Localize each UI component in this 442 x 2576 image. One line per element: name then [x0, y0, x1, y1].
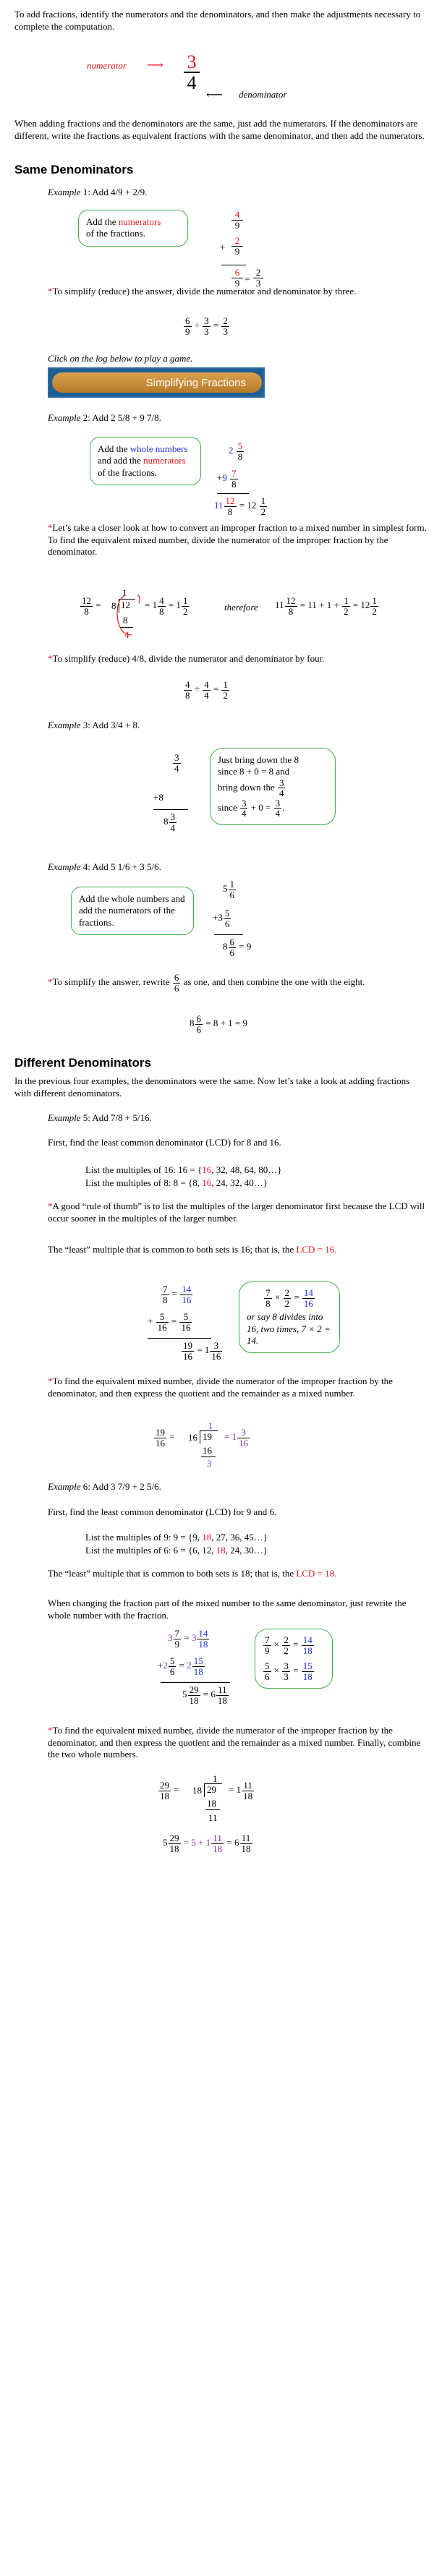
example-6-calculation: 3 $\frac{7}{9}$ = 3 $\frac{14}{18}$ +2 $\frac{5}{6}$ = 2 $\frac{15}{18}$ 5 $\frac{29}{18}$ = 6 $\frac{11}{18}$ [158, 1629, 245, 1715]
ex1-n1: 4 [234, 209, 240, 220]
page: To add fractions, identify the numerators and the denominators, and then make the adjustments necessary to complete the computation. numerator ⟶ $\frac{3}{4}$ ⟵ denominator When adding fractions and the denominators are the same, just add the numerators. If the denominators are different, write the fractions as equivalent fractions with the same denominator, and then add the numerators. Same Denominators Example 1: Add 4/9 + 2/9. Add the numerators of the fractions. 4 9 + 2 9 6 9 = 2 3 *To simplify (reduce) the answer, divide the numerator and denominator by three. $\frac{6}{9}$ ÷ $\frac{3}{3}$ = $\frac{2}{3}$ Click on the log below to play a game. Simplifying Fractions Example 2: Add 2 5/8 + 9 7/8. Add the whole numbers and add the numerators of the fractions. 2 $\frac{5}{8}$ +9 $\frac{7}{8}$ 11 $\frac{12}{8}$ = 12 $\frac{1}{2}$ *Let’s take a closer look at how to convert an improper fraction to a mixed number in simplest form. To find the equivalent mixed number, divide the numerator of the improper fraction by the denominator. $\frac{12}{8}$ = 8 1 12 8 4 = 1 $\frac{4}{8}$ = 1 $\frac{1}{2}$ therefore 11 $\frac{12}{8}$ = 11 + 1 + $\frac{1}{2}$ = 12 $\frac{1}{2}$ *To simplify (reduce) 4/8, divide the numerator and denominator by four. $\frac{4}{8}$ ÷ $\frac{4}{4}$ = $\frac{1}{2}$ Example 3: Add 3/4 + 8. $\frac{3}{4}$ +8 8 $\frac{3}{4}$ Just bring down the 8 since 8 + 0 = 8 and bring down the $\frac{3}{4}$ since $\frac{3}{4}$ + 0 = $\frac{3}{4}$ . Example 4: Add 5 1/6 + 3 5/6. Add the whole numbers and add the numerators of the fractions. 5 $\frac{1}{6}$ +3 $\frac{5}{6}$ 8 $\frac{6}{6}$ = 9 *To simplify the answer, rewrite $\frac{6}{6}$ as one, and then combine the one with the eight. 8 $\frac{6}{6}$ = 8 + 1 = 9 Different Denominators In the previous four examples, the denominators were the same. Now let’s take a look at adding fractions with different denominators. Example 5: Add 7/8 + 5/16. First, find the least common denominator (LCD) for 8 and 16. List the multiples of 16: 16 = {16, 32, 48, 64, 80…} List the multiples of 8: 8 = {8, 16, 24, 32, 40…} *A good “rule of thumb” is to list the multiples of the larger denominator first because the LCD will occur sooner in the multiples of the larger number. The “least” multiple that is common to both sets is 16; that is, the LCD = 16. $\frac{7}{8}$ = $\frac{14}{16}$ + $\frac{5}{16}$ = $\frac{5}{16}$ $\frac{19}{16}$ = 1 $\frac{3}{16}$ $\frac{7}{8}$ × $\frac{2}{2}$ = $\frac{14}{16}$ or say 8 divides into 16, two times, 7 × 2 = 14. *To find the equivalent mixed number, divide the numerator of the improper fraction by the denominator, and then express the quotient and the remainder as a mixed number. $\frac{19}{16}$ = 16 1 19 16 3 = 1 $\frac{3}{16}$ Example 6: Add 3 7/9 + 2 5/6. First, find the least common denominator (LCD) for 9 and 6. List the multiples of 9: 9 = {9, 18, 27, 36, 45…} List the multiples of 6: 6 = {6, 12, 18, 24, 30…} The “least” multiple that is common to both sets is 18; that is, the LCD = 18. When changing the fraction part of the mixed number to the same denominator, just rewrite the whole number with the fraction. 3 $\frac{7}{9}$ = 3 $\frac{14}{18}$ +2 $\frac{5}{6}$ = 2 $\frac{15}{18}$ 5 $\frac{29}{18}$ = 6 $\frac{11}{18}$ $\frac{7}{9}$ × $\frac{2}{2}$ = $\frac{14}{18}$ $\frac{5}{6}$ × $\frac{3}{3}$ = $\frac{15}{18}$ *To find the equivalent mixed number, divide the numerator of the improper fraction by the denominator, and then express the quotient and the remainder as a mixed number. Finally, combine the two whole numbers. $\frac{29}{18}$ = 18 1 29 18 11 = 1 $\frac{11}{18}$ 5 $\frac{29}{18}$ = 5 + 1 $\frac{11}{18}$ = 6 $\frac{11}{18}$ [14, 9, 427, 1854]
example-3-calculation: $\frac{3}{4}$ +8 8 $\frac{3}{4}$ [153, 747, 204, 841]
game-prompt: Click on the log below to play a game. [48, 353, 193, 364]
ex5-multiples-8: List the multiples of 8: 8 = {8, 16, 24, 32, 40…} [85, 1177, 268, 1188]
ex6-equivalent-text: *To find the equivalent mixed number, divide the numerator of the improper fraction by the denominator, and then express the quotient and the remainder as a mixed number. Finally, combine the two whole numbers. [48, 1725, 421, 1760]
remainder-arrow-icon [109, 590, 145, 641]
same-denominators-heading: Same Denominators [14, 163, 134, 176]
ex1-simplify-text: *To simplify (reduce) the answer, divide the numerator and denominator by three. [48, 286, 357, 297]
intro-denominator: 4 [187, 72, 197, 94]
game-button-label: Simplifying Fractions [145, 376, 246, 389]
ex6-division: $\frac{29}{18}$ = 18 1 29 18 11 = 1 $\frac{11}{18}$ [160, 1773, 253, 1823]
example-6-title: Example 6: Add 3 7/9 + 2 5/6. [48, 1481, 161, 1492]
ex6-multiples-6: List the multiples of 6: 6 = {6, 12, 18, 24, 30…} [85, 1545, 268, 1556]
ex5-division: $\frac{19}{16}$ = 16 1 19 16 3 = 1 $\frac{3}{16}$ [156, 1420, 249, 1469]
intro-numerator: 3 [184, 52, 200, 73]
example-2-calculation: 2 $\frac{5}{8}$ +9 $\frac{7}{8}$ 11 $\frac{12}{8}$ = 12 $\frac{1}{2}$ [214, 440, 266, 517]
ex6-lcd-intro: First, find the least common denominator (LCD) for 9 and 6. [48, 1506, 277, 1517]
example-3-note: Just bring down the 8 since 8 + 0 = 8 and bring down the $\frac{3}{4}$ since $\frac{3}{4}$ + 0 = $\frac{3}{4}$ . [210, 748, 336, 825]
ex6-change-text: When changing the fraction part of the mixed number to the same denominator, just rewrite the whole number with the fraction. [48, 1598, 407, 1621]
ex5-equivalent-text: *To find the equivalent mixed number, divide the numerator of the improper fraction by the denominator, and then express the quotient and the remainder as a mixed number. [48, 1376, 393, 1399]
example-4-calculation: 5 $\frac{1}{6}$ +3 $\frac{5}{6}$ 8 $\frac{6}{6}$ = 9 [213, 879, 252, 958]
ex4-simplify-text: *To simplify the answer, rewrite $\frac{6}{6}$ as one, and then combine the one with the eight. [48, 972, 365, 994]
intro-fraction [184, 52, 200, 93]
ex6-least-multiple: The “least” multiple that is common to both sets is 18; that is, the LCD = 18. [48, 1568, 337, 1579]
different-intro: In the previous four examples, the denominators were the same. Now let’s take a look at adding fractions with different denominators. [14, 1075, 410, 1099]
example-1-note: Add the numerators of the fractions. [78, 210, 188, 247]
ex5-multiples-16: List the multiples of 16: 16 = {16, 32, 48, 64, 80…} [85, 1164, 282, 1175]
numerator-label: numerator [87, 60, 127, 71]
ex1-simplify-calc: $\frac{6}{9}$ ÷ $\frac{3}{3}$ = $\frac{2}{3}$ [185, 315, 228, 337]
ex2-simplify-calc: $\frac{4}{8}$ ÷ $\frac{4}{4}$ = $\frac{1}{2}$ [185, 679, 228, 701]
ex2-improper-intro: *Let’s take a closer look at how to convert an improper fraction to a mixed number in simplest form. To find the equivalent mixed number, divide the numerator of the improper fraction by the denominator. [48, 522, 427, 558]
example-3-title: Example 3: Add 3/4 + 8. [48, 720, 140, 730]
ex5-lcd-intro: First, find the least common denominator (LCD) for 8 and 16. [48, 1137, 281, 1148]
example-5-title: Example 5: Add 7/8 + 5/16. [48, 1112, 152, 1123]
arrow-left-icon: ⟵ [206, 89, 223, 101]
ex4-final-calc: 8 $\frac{6}{6}$ = 8 + 1 = 9 [190, 1013, 247, 1035]
example-2-note: Add the whole numbers and add the numerators of the fractions. [90, 437, 201, 485]
ex6-final-calc: 5 $\frac{29}{18}$ = 5 + 1 $\frac{11}{18}$ = 6 $\frac{11}{18}$ [163, 1833, 251, 1854]
ex5-least-multiple: The “least” multiple that is common to both sets is 16; that is, the LCD = 16. [48, 1244, 337, 1255]
intro-paragraph: To add fractions, identify the numerators and the denominators, and then make the adjustments necessary to complete the computation. [14, 9, 421, 32]
intro-paragraph-2: When adding fractions and the denominators are the same, just add the numerators. If the denominators are different, write the fractions as equivalent fractions with the same denominator, and then add the numerators. [14, 118, 425, 141]
example-5-note: $\frac{7}{8}$ × $\frac{2}{2}$ = $\frac{14}{16}$ or say 8 divides into 16, two times, 7 × 2 = 14. [239, 1281, 340, 1353]
example-6-note: $\frac{7}{9}$ × $\frac{2}{2}$ = $\frac{14}{18}$ $\frac{5}{6}$ × $\frac{3}{3}$ = $\frac{15}{18}$ [255, 1629, 333, 1689]
arrow-right-icon: ⟶ [147, 59, 163, 72]
ex6-multiples-9: List the multiples of 9: 9 = {9, 18, 27, 36, 45…} [85, 1532, 268, 1543]
example-4-note: Add the whole numbers and add the numerators of the fractions. [71, 887, 194, 935]
denominator-label: denominator [239, 89, 287, 100]
example-4-title: Example 4: Add 5 1/6 + 3 5/6. [48, 861, 161, 872]
simplifying-fractions-game-button[interactable] [48, 367, 265, 398]
example-5-calculation: $\frac{7}{8}$ = $\frac{14}{16}$ + $\frac{5}{16}$ = $\frac{5}{16}$ $\frac{19}{16}$ = 1 $\frac{3}{16}$ [148, 1284, 221, 1362]
ex2-division: $\frac{12}{8}$ = 8 1 12 8 4 = 1 $\frac{4}{8}$ = 1 $\frac{1}{2}$ therefore 11 $\frac{12}{8}$ = 11 + 1 + $\frac{1}{2}$ = 12 $\frac{1}{2}$ [82, 587, 377, 640]
different-denominators-heading: Different Denominators [14, 1056, 151, 1070]
ex5-rule-of-thumb: *A good “rule of thumb” is to list the multiples of the larger denominator first because the LCD will occur sooner in the multiples of the larger number. [48, 1200, 425, 1224]
example-1-title: Example 1: Add 4/9 + 2/9. [48, 187, 148, 197]
ex2-simplify-text: *To simplify (reduce) 4/8, divide the numerator and denominator by four. [48, 653, 325, 664]
example-2-title: Example 2: Add 2 5/8 + 9 7/8. [48, 412, 161, 423]
